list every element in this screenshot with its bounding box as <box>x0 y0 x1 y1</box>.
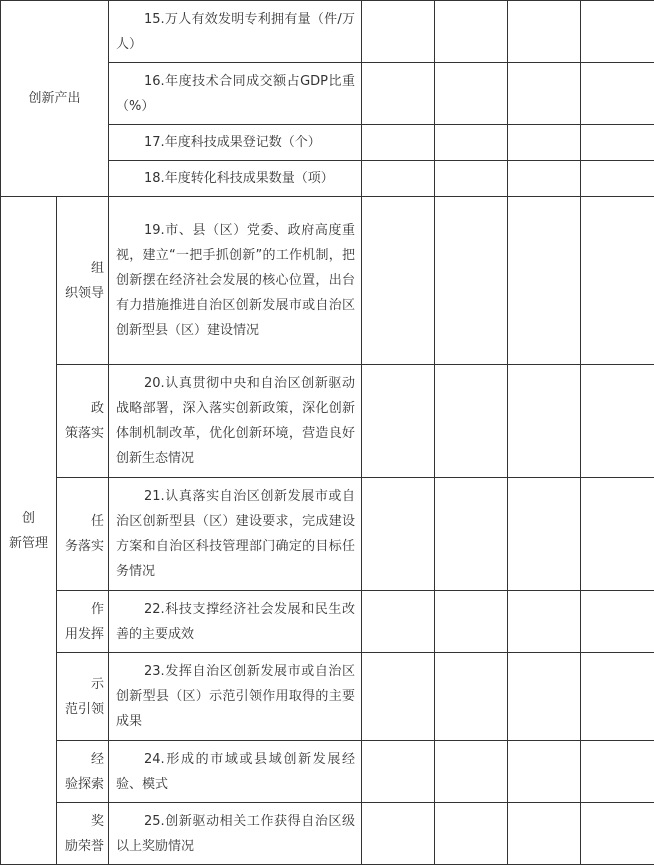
score-cell[interactable] <box>581 197 654 365</box>
table-row <box>1 478 654 591</box>
indicator-23: 23.发挥自治区创新发展市或自治区创新型县（区）示范引领作用取得的主要成果 <box>109 653 362 741</box>
score-cell[interactable] <box>362 197 435 365</box>
score-cell[interactable] <box>508 365 581 478</box>
score-cell[interactable] <box>362 741 435 803</box>
table-row <box>1 197 654 365</box>
score-cell[interactable] <box>435 125 508 161</box>
score-cell[interactable] <box>581 653 654 741</box>
subcategory-task-implementation: 任 务落实 <box>57 478 109 591</box>
score-cell[interactable] <box>581 741 654 803</box>
score-cell[interactable] <box>581 161 654 197</box>
table-row <box>1 653 654 741</box>
score-cell[interactable] <box>435 63 508 125</box>
table-row <box>1 803 654 865</box>
indicator-24: 24.形成的市域或县域创新发展经验、模式 <box>109 741 362 803</box>
indicator-21: 21.认真落实自治区创新发展市或自治区创新型县（区）建设要求，完成建设方案和自治区科技管理部门确定的目标任务情况 <box>109 478 362 591</box>
score-cell[interactable] <box>581 803 654 865</box>
score-cell[interactable] <box>508 63 581 125</box>
score-cell[interactable] <box>435 591 508 653</box>
subcategory-role-performance: 作 用发挥 <box>57 591 109 653</box>
indicator-18: 18.年度转化科技成果数量（项） <box>109 161 362 197</box>
subcategory-policy-implementation: 政 策落实 <box>57 365 109 478</box>
score-cell[interactable] <box>362 125 435 161</box>
score-cell[interactable] <box>435 478 508 591</box>
score-cell[interactable] <box>508 197 581 365</box>
score-cell[interactable] <box>581 63 654 125</box>
subcategory-demonstration: 示 范引领 <box>57 653 109 741</box>
score-cell[interactable] <box>508 803 581 865</box>
score-cell[interactable] <box>581 478 654 591</box>
table-row <box>1 591 654 653</box>
score-cell[interactable] <box>435 365 508 478</box>
score-cell[interactable] <box>508 653 581 741</box>
subcategory-experience-exploration: 经 验探索 <box>57 741 109 803</box>
score-cell[interactable] <box>508 591 581 653</box>
score-cell[interactable] <box>581 125 654 161</box>
score-cell[interactable] <box>508 741 581 803</box>
indicator-20: 20.认真贯彻中央和自治区创新驱动战略部署，深入落实创新政策，深化创新体制机制改革，优化创新环境，营造良好创新生态情况 <box>109 365 362 478</box>
indicator-19: 19.市、县（区）党委、政府高度重视，建立“一把手抓创新”的工作机制，把创新摆在经济社会发展的核心位置，出台有力措施推进自治区创新发展市或自治区创新型县（区）建设情况 <box>109 197 362 365</box>
score-cell[interactable] <box>508 478 581 591</box>
score-cell[interactable] <box>362 1 435 63</box>
score-cell[interactable] <box>435 197 508 365</box>
subcategory-awards-honors: 奖 励荣誉 <box>57 803 109 865</box>
table-row <box>1 741 654 803</box>
score-cell[interactable] <box>435 1 508 63</box>
indicator-22: 22.科技支撑经济社会发展和民生改善的主要成效 <box>109 591 362 653</box>
score-cell[interactable] <box>362 365 435 478</box>
indicator-17: 17.年度科技成果登记数（个） <box>109 125 362 161</box>
table-row <box>1 1 654 63</box>
category-innovation-output: 创新产出 <box>1 1 109 197</box>
score-cell[interactable] <box>362 803 435 865</box>
score-cell[interactable] <box>362 161 435 197</box>
score-cell[interactable] <box>508 125 581 161</box>
score-cell[interactable] <box>362 653 435 741</box>
score-cell[interactable] <box>362 63 435 125</box>
indicator-16: 16.年度技术合同成交额占GDP比重（%） <box>109 63 362 125</box>
score-cell[interactable] <box>508 1 581 63</box>
score-cell[interactable] <box>435 161 508 197</box>
score-cell[interactable] <box>435 803 508 865</box>
score-cell[interactable] <box>508 161 581 197</box>
score-cell[interactable] <box>581 1 654 63</box>
table-row <box>1 365 654 478</box>
score-cell[interactable] <box>581 591 654 653</box>
indicator-25: 25.创新驱动相关工作获得自治区级以上奖励情况 <box>109 803 362 865</box>
subcategory-organization-leadership: 组 织领导 <box>57 197 109 365</box>
score-cell[interactable] <box>362 478 435 591</box>
score-cell[interactable] <box>435 741 508 803</box>
category-innovation-management: 创 新管理 <box>1 197 57 865</box>
score-cell[interactable] <box>362 591 435 653</box>
score-cell[interactable] <box>581 365 654 478</box>
indicator-15: 15.万人有效发明专利拥有量（件/万人） <box>109 1 362 63</box>
score-cell[interactable] <box>435 653 508 741</box>
